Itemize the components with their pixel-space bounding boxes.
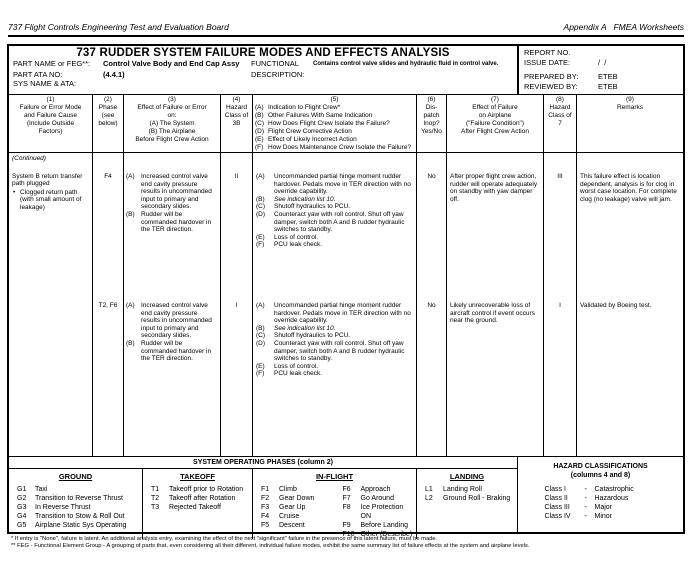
phase-item: F2 Gear Down <box>261 495 315 502</box>
phases-landing-title: LANDING <box>449 472 485 481</box>
column-header-item: (A) Indication to Flight Crew* <box>255 104 341 111</box>
part-ata-label: PART ATA NO: <box>13 69 63 79</box>
effect-item: (A) Increased control valve end cavity pressure results in uncommanded input to primary and secondary slides. <box>126 173 212 211</box>
column-header-line: Dis- <box>425 104 438 111</box>
page-header-left: 737 Flight Controls Engineering Test and Evaluation Board <box>8 22 229 32</box>
indication-item: (D) Counteract yaw with roll control. Shut off yaw damper, switch both A and B rudder hydraulic switches to standby. <box>256 339 405 363</box>
column-number: (6) <box>427 96 436 103</box>
part-name-label: PART NAME or FEG**: <box>13 59 91 68</box>
column-number: (3) <box>168 96 176 103</box>
indication-item: (C) Shutoff hydraulics to PCU. <box>256 332 351 340</box>
phase-item: F9 Before Landing <box>342 522 408 529</box>
column-header-item: (E) Effect of Likely Incorrect Action <box>255 136 357 143</box>
indication-item: (D) Counteract yaw with roll control. Shut off yaw damper, switch both A and B rudder hydraulic switches to standby. <box>256 210 405 234</box>
table-row <box>9 298 683 456</box>
column-number: (4) <box>232 96 241 103</box>
part-ata-value: (4.4.1) <box>103 69 125 79</box>
failure-cause: • Clogged return path (with small amount of leakage) <box>13 188 82 211</box>
phase-item: L1 Landing Roll <box>425 486 482 493</box>
column-header-line: 7 <box>558 120 562 127</box>
indication-item: (A) Uncommanded partial hinge moment rudder hardover. Pedals move in TER direction with no override capability. <box>256 302 411 325</box>
reviewed-by-row <box>524 82 678 92</box>
column-header-line: Failure or Error Mode <box>19 104 82 111</box>
footnote-2: ** FEG - Functional Element Group - A grouping of parts that, even considering all their different, individual failure modes, exhibit the same summary list of failure effects at the system and airplane levels. <box>11 542 530 549</box>
hazard-class-item: Class IV - Minor <box>544 513 613 520</box>
phase-item: T2 Takeoff after Rotation <box>151 495 236 502</box>
hazard-class-item: Class III - Major <box>544 504 613 511</box>
report-box <box>517 46 683 94</box>
phases-inflight-title: IN-FLIGHT <box>315 472 354 481</box>
system-operating-phases <box>9 457 518 538</box>
phase-cell: T2, F6 <box>93 298 124 456</box>
part-name-value: Control Valve Body and End Cap Assy <box>103 59 240 68</box>
phase-item: L2 Ground Roll - Braking <box>425 495 511 502</box>
phases-inflight <box>253 469 417 539</box>
failure-mode-cell <box>9 298 93 456</box>
title-block-left <box>9 46 517 94</box>
phase-item: G4 Transition to Stow & Roll Out <box>17 513 125 520</box>
remarks-cell: This failure effect is location dependent, analysis is for clog in worst case location. For complete clog (no leakage) valve will jam. <box>580 173 677 203</box>
phases-landing <box>417 469 517 539</box>
footnote-1: * If entry is "None", failure is latent. An additional analysis entry, examining the effect of the next "significant" failure in the presence of this latent failure, must be made. <box>11 536 438 542</box>
column-header-line: (Include Outside <box>26 120 75 127</box>
phase-item: F4 Cruise <box>261 513 300 520</box>
functional-description-value: Contains control valve slides and hydraulic fluid in control valve. <box>313 61 499 67</box>
issue-date-label: ISSUE DATE: <box>524 58 571 67</box>
phases-inflight-right <box>335 485 417 539</box>
phase-item: G5 Airplane Static Sys Operating <box>17 522 127 529</box>
indication-item: (F) PCU leak check. <box>256 241 323 249</box>
column-header-6 <box>417 95 447 152</box>
indication-item: (A) Uncommanded partial hinge moment rudder hardover. Pedals move in TER direction with no override capability. <box>256 173 411 196</box>
failure-mode-title: System B return transfer path plugged <box>12 172 83 188</box>
page-header <box>8 22 684 37</box>
indication-item: (B) See indication list 10. <box>256 195 336 203</box>
column-header-line: Effect of Failure <box>472 104 518 111</box>
effect-item: (B) Rudder will be commanded hardover in the TER direction. <box>126 210 212 234</box>
dispatch-inop-cell: No <box>417 298 447 456</box>
column-header-row <box>9 95 683 153</box>
phase-cell: F4 <box>93 153 124 298</box>
hazard-class-item: Class I - Catastrophic <box>544 486 634 493</box>
column-header-line: Class of <box>548 112 572 119</box>
column-number: (1) <box>46 96 55 103</box>
hazard-classifications-subtitle: (columns 4 and 8) <box>570 472 631 479</box>
column-number: (9) <box>626 96 634 103</box>
indication-item: (E) Loss of control. <box>256 233 319 241</box>
phase-item: T3 Rejected Takeoff <box>151 504 221 511</box>
column-header-line: Inop? <box>423 120 440 127</box>
column-header-9 <box>577 95 683 152</box>
sys-name-row <box>13 79 513 89</box>
column-header-line: and Failure Cause <box>23 112 78 119</box>
effect-item: (A) Increased control valve end cavity pressure results in uncommanded input to primary and secondary slides. <box>126 302 212 340</box>
column-number: (7) <box>491 96 499 103</box>
hazard-class-item: Class II - Hazardous <box>544 495 629 502</box>
column-header-7 <box>447 95 544 152</box>
column-header-line: 3B <box>232 120 241 127</box>
issue-date-value: / / <box>598 58 607 67</box>
phases-ground-title: GROUND <box>58 472 93 481</box>
column-header-line: Class of <box>224 112 249 119</box>
phase-item: F1 Climb <box>261 486 297 493</box>
indication-item: (F) PCU leak check. <box>256 370 323 378</box>
column-header-item: (D) Flight Crew Corrective Action <box>255 128 352 135</box>
column-header-line: Factors) <box>38 128 63 135</box>
indications-cell <box>253 298 417 456</box>
phase-item: F10 Other (Describe) <box>342 531 413 538</box>
part-ata-row <box>13 70 513 80</box>
remarks-cell: Validated by Boeing test. <box>580 302 652 309</box>
hazard-classifications-title: HAZARD CLASSIFICATIONS <box>553 463 648 470</box>
column-header-line: Yes/No <box>421 128 442 135</box>
column-header-line: Phase <box>98 104 118 111</box>
hazard-class-7-cell: I <box>544 298 577 456</box>
legend-section <box>9 456 683 538</box>
column-header-line: (B) The Airplane <box>148 128 196 135</box>
hazard-class-7-cell: III <box>544 153 577 298</box>
column-header-line: (A) The System <box>149 120 195 127</box>
part-name-row <box>13 59 513 70</box>
indications-cell <box>253 153 417 298</box>
bullet-icon: • <box>13 188 16 196</box>
column-header-line: (see <box>101 112 115 119</box>
phase-item: G1 Taxi <box>17 486 48 493</box>
column-header-5 <box>253 95 417 152</box>
phases-header: SYSTEM OPERATING PHASES (column 2) <box>9 457 517 469</box>
functional-description-label-line2: DESCRIPTION: <box>251 69 305 79</box>
dispatch-inop-cell: No <box>417 153 447 298</box>
report-no-label: REPORT NO. <box>524 48 571 57</box>
phase-item: G3 In Reverse Thrust <box>17 504 91 511</box>
column-header-line: Hazard <box>549 104 571 111</box>
phase-item: F3 Gear Up <box>261 504 306 511</box>
column-header-line: below) <box>98 120 118 127</box>
worksheet-title: 737 RUDDER SYSTEM FAILURE MODES AND EFFECTS ANALYSIS <box>76 47 450 59</box>
issue-date-row <box>524 58 678 68</box>
column-header-line: patch <box>423 112 440 119</box>
column-number: (8) <box>556 96 564 103</box>
hazard-classifications <box>518 457 683 532</box>
footnotes <box>11 536 681 550</box>
worksheet-table <box>7 44 685 538</box>
prepared-by-value: ETEB <box>598 72 618 81</box>
table-row <box>9 153 683 298</box>
indication-item: (B) See indication list 10. <box>256 324 336 332</box>
column-header-1 <box>9 95 93 152</box>
column-number: (2) <box>104 96 112 103</box>
effects-cell <box>124 153 221 298</box>
column-header-line: on: <box>167 112 177 119</box>
column-header-line: Effect of Failure or Error <box>137 104 207 111</box>
effect-item: (B) Rudder will be commanded hardover in the TER direction. <box>126 339 212 363</box>
phase-item: F5 Descent <box>261 522 305 529</box>
column-header-item: (F) How Does Maintenance Crew Isolate the Failure? <box>255 144 412 151</box>
indication-item: (C) Shutoff hydraulics to PCU. <box>256 203 351 211</box>
phases-ground <box>9 469 143 539</box>
phase-item: F6 Approach <box>342 486 391 493</box>
indication-item: (E) Loss of control. <box>256 362 319 370</box>
fmea-worksheet-page <box>0 22 689 581</box>
reviewed-by-label: REVIEWED BY: <box>524 82 578 91</box>
column-header-item: (C) How Does Flight Crew Isolate the Failure? <box>255 120 390 127</box>
column-header-line: Before Flight Crew Action <box>135 136 209 143</box>
column-header-item: (B) Other Failures With Same Indication <box>255 112 373 119</box>
functional-description-label-line1: FUNCTIONAL <box>251 59 299 68</box>
column-header-4 <box>221 95 253 152</box>
failure-mode-cell <box>9 153 93 298</box>
phase-item: G2 Transition to Reverse Thrust <box>17 495 123 502</box>
column-header-line: on Airplane <box>478 112 512 119</box>
phases-takeoff-title: TAKEOFF <box>180 472 215 481</box>
effect-after-action-cell: Likely unrecoverable loss of aircraft control if event occurs near the ground. <box>447 298 544 456</box>
phase-item: F7 Go Around <box>342 495 394 502</box>
phase-item: T1 Takeoff prior to Rotation <box>151 486 244 493</box>
column-header-3 <box>124 95 221 152</box>
sys-name-label: SYS NAME & ATA: <box>13 79 77 88</box>
hazard-class-3b-cell: II <box>221 153 253 298</box>
column-header-line: After Flight Crew Action <box>461 128 529 135</box>
prepared-by-label: PREPARED BY: <box>524 72 579 81</box>
reviewed-by-value: ETEB <box>598 82 618 91</box>
column-header-line: Remarks <box>616 104 643 111</box>
effects-cell <box>124 298 221 456</box>
column-header-2 <box>93 95 124 152</box>
column-header-8 <box>544 95 577 152</box>
phase-item: F8 Ice Protection ON <box>342 504 404 520</box>
column-header-line: Hazard <box>226 104 247 111</box>
page-header-right: Appendix A FMEA Worksheets <box>563 22 684 32</box>
hazard-class-3b-cell: I <box>221 298 253 456</box>
continued-note: (Continued) <box>12 155 46 162</box>
effect-after-action-cell: After proper flight crew action, rudder will operate adequately on standby with yaw damper off. <box>447 153 544 298</box>
phases-columns <box>9 469 517 539</box>
column-header-line: ("Failure Condition") <box>465 120 525 127</box>
title-block <box>9 46 683 95</box>
prepared-by-row <box>524 72 678 82</box>
phases-inflight-left <box>253 485 335 539</box>
phases-takeoff <box>143 469 253 539</box>
column-number: (5) <box>330 96 339 103</box>
